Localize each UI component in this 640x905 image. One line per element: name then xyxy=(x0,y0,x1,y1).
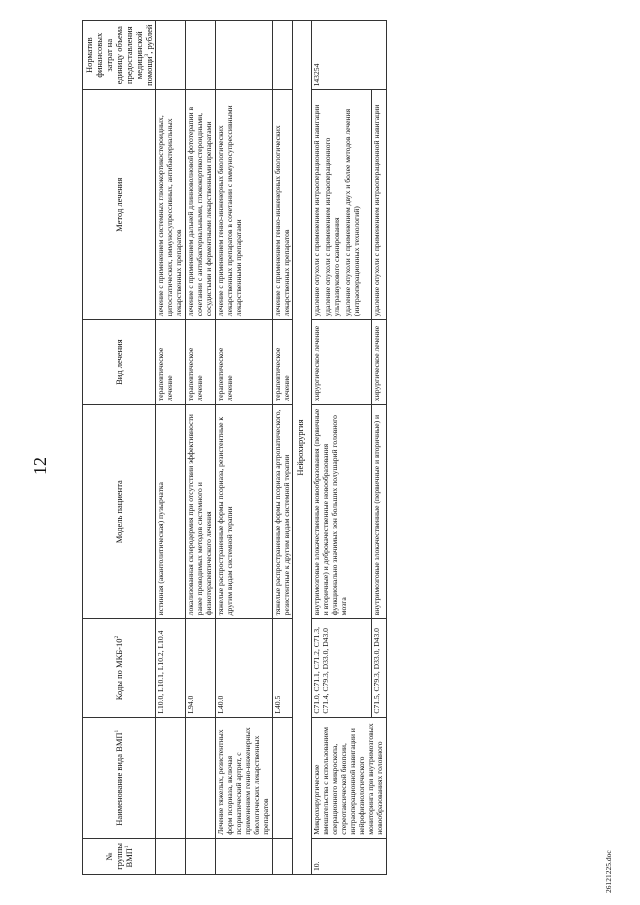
cell-patient-model: истинная (акантолитическая) пузырчатка xyxy=(156,405,186,619)
table-row xyxy=(312,21,371,875)
cell-treatment-method xyxy=(312,90,371,320)
cell-vmp-name: Микрохирургические вмешательства с использованием операционного микроскопа, стереотаксической биопсии, интраоперационной навигации и нейрофизиологического мониторинга при внутримозговых новообразованиях головного xyxy=(312,717,387,838)
table-header-row xyxy=(83,21,156,875)
cell-icd-codes: L40.5 xyxy=(272,619,293,717)
section-row xyxy=(293,21,312,875)
header-group-number: № группы ВМП$^1$ xyxy=(83,838,156,874)
table-row xyxy=(272,21,293,875)
cell-treatment-type: терапевтическое лечение xyxy=(215,320,272,405)
cell-treatment-method: лечение с применением генно-инженерных биологических лекарственных препаратов xyxy=(272,90,293,320)
header-cost-standard: Норматив финансовых затрат на единицу объема предоставления медицинской помощи$^3$, рублей xyxy=(83,21,156,90)
cell-patient-model: тяжелые распространенные формы псориаза артропатического, резистентные к другим видам системной терапии xyxy=(272,405,293,619)
cell-treatment-method: лечение с применением системных глюкокортикостероидных, цитостатических, иммуносупрессивных, антибактериальных лекарственных препаратов xyxy=(156,90,186,320)
header-vmp-name: Наименование вида ВМП$^1$ xyxy=(83,717,156,838)
cell-icd-codes: L10.0, L10.1, L10.2, L10.4 xyxy=(156,619,186,717)
cell-cost xyxy=(215,21,272,90)
cell-patient-model: тяжелые распространенные формы псориаза, резистентные к другим видам системной терапии xyxy=(215,405,272,619)
cell-group-number xyxy=(156,838,186,874)
cell-vmp-name xyxy=(156,717,186,838)
cell-icd-codes: C71.0, C71.1, C71.2, C71.3, C71.4, C79.3, D33.0, D43.0 xyxy=(312,619,371,717)
table-row xyxy=(215,21,272,875)
cell-patient-model: внутримозговые злокачественные (первичные и вторичные) и xyxy=(371,405,386,619)
method-line: удаление опухоли с применением двух и более методов лечения (интраоперационных технологий) xyxy=(343,108,362,317)
header-treatment-method: Метод лечения xyxy=(83,90,156,320)
cell-patient-model: внутримозговые злокачественные новообразования (первичные и вторичные) и доброкачественные новообразования функционально значимых зон больших полушарий головного мозга xyxy=(312,405,371,619)
cell-icd-codes: C71.5, C79.3, D33.0, D43.0 xyxy=(371,619,386,717)
cell-icd-codes: L40.0 xyxy=(215,619,272,717)
table-row xyxy=(185,21,215,875)
header-patient-model: Модель пациента xyxy=(83,405,156,619)
cell-vmp-name: Лечение тяжелых, резистентных форм псориаза, включая псориатический артрит, с применением генно-инженерных биологических лекарственных препаратов xyxy=(215,717,272,838)
cell-treatment-method: лечение с применением генно-инженерных биологических лекарственных препаратов в сочетании с иммуносупрессивными лекарственными препаратами xyxy=(215,90,272,320)
vmp-table xyxy=(82,20,387,875)
cell-cost xyxy=(272,21,293,90)
method-line: удаление опухоли с применением интраоперационной навигации xyxy=(312,104,322,317)
footer-filename: 26121225.doc xyxy=(604,850,613,893)
cell-treatment-method xyxy=(371,90,386,320)
cell-treatment-type: терапевтическое лечение xyxy=(185,320,215,405)
header-icd-codes: Коды по МКБ-$10^2$ xyxy=(83,619,156,717)
page-number: 12 xyxy=(30,457,50,475)
cell-treatment-type: терапевтическое лечение xyxy=(156,320,186,405)
cell-vmp-name xyxy=(272,717,293,838)
cell-group-number xyxy=(272,838,293,874)
cell-cost xyxy=(156,21,186,90)
cell-treatment-type: хирургическое лечение xyxy=(312,320,371,405)
cell-treatment-type: терапевтическое лечение xyxy=(272,320,293,405)
table-row xyxy=(156,21,186,875)
cell-group-number xyxy=(215,838,272,874)
cell-cost xyxy=(185,21,215,90)
cell-patient-model: локализованная склеродермия при отсутствии эффективности ранее проводимых методов системного и физиотерапевтического лечения xyxy=(185,405,215,619)
cell-treatment-type: хирургическое лечение xyxy=(371,320,386,405)
cell-cost: 143254 xyxy=(312,21,387,90)
cell-group-number xyxy=(185,838,215,874)
cell-icd-codes: L94.0 xyxy=(185,619,215,717)
method-line: удаление опухоли с применением интраоперационного ультразвукового сканирования xyxy=(323,137,342,317)
header-treatment-type: Вид лечения xyxy=(83,320,156,405)
cell-group-number: 10. xyxy=(312,838,387,874)
method-line: удаление опухоли с применением интраоперационной навигации xyxy=(371,104,381,317)
cell-vmp-name xyxy=(185,717,215,838)
section-title-neurosurgery: Нейрохирургия xyxy=(293,21,312,875)
cell-treatment-method: лечение с применением дальней длинноволновой фототерапии в сочетании с антибактериальными, глюкокортикостероидными, сосудистыми и ферментными лекарственными препаратами xyxy=(185,90,215,320)
